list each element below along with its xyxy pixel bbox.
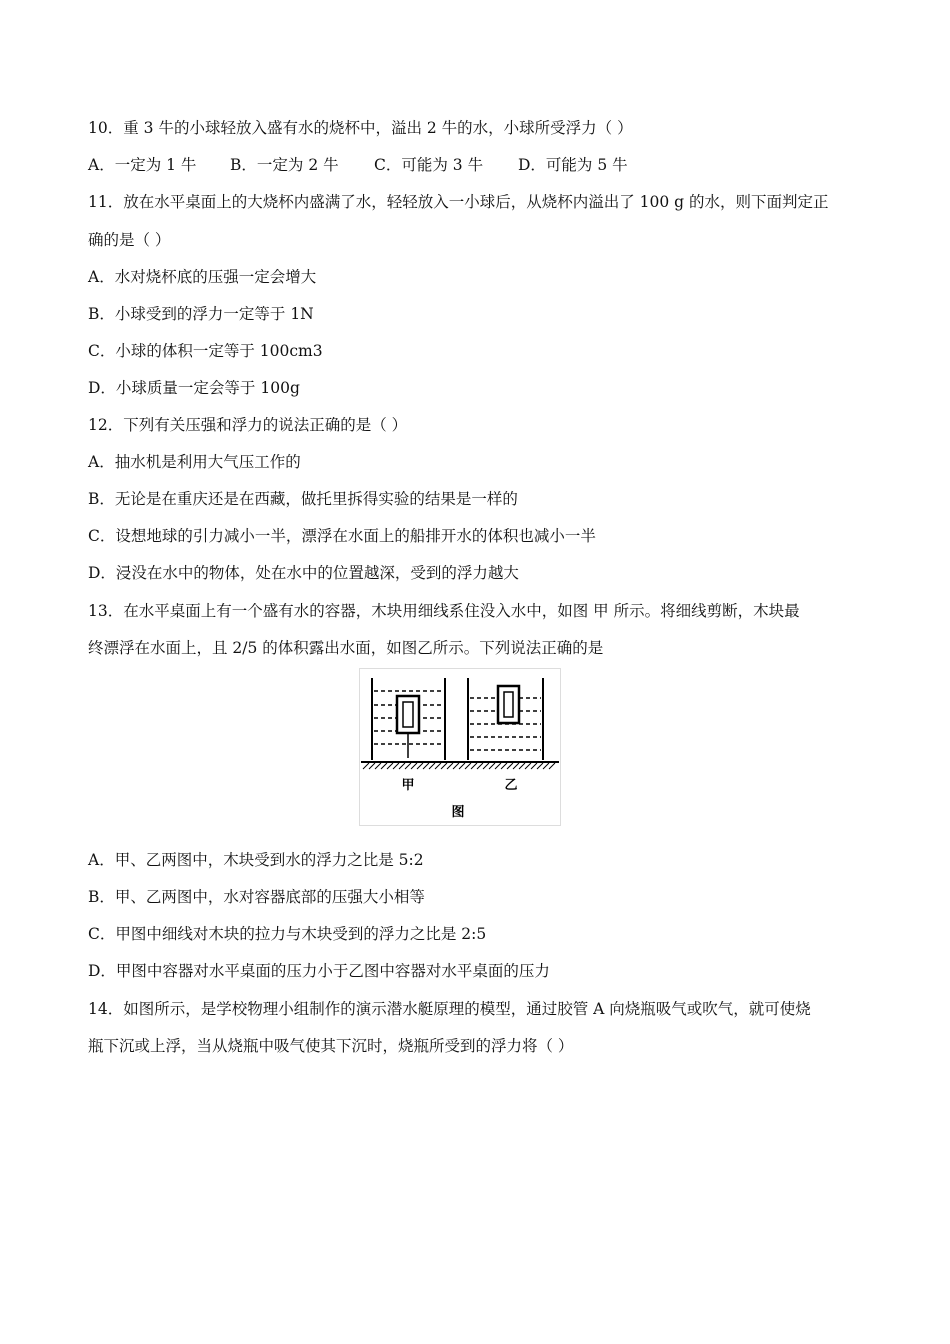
- q13-stem-line2: 终漂浮在水面上，且 2/5 的体积露出水面，如图乙所示。下列说法正确的是: [88, 639, 604, 657]
- q11-option-b: B．小球受到的浮力一定等于 1N: [88, 305, 314, 323]
- q10-stem: 10．重 3 牛的小球轻放入盛有水的烧杯中，溢出 2 牛的水，小球所受浮力（ ）: [88, 119, 633, 137]
- q12-option-c: C．设想地球的引力减小一半，漂浮在水面上的船排开水的体积也减小一半: [88, 527, 596, 545]
- q12-option-d: D．浸没在水中的物体，处在水中的位置越深，受到的浮力越大: [88, 564, 519, 582]
- figure-caption: 图: [451, 805, 465, 820]
- q10-option-a: A．一定为 1 牛: [88, 156, 197, 174]
- q14-stem-line2: 瓶下沉或上浮，当从烧瓶中吸气使其下沉时，烧瓶所受到的浮力将（ ）: [88, 1037, 574, 1055]
- q10-option-b: B．一定为 2 牛: [230, 156, 339, 174]
- q13-option-a: A．甲、乙两图中，木块受到水的浮力之比是 5:2: [88, 851, 424, 869]
- q12-option-a: A．抽水机是利用大气压工作的: [88, 453, 301, 471]
- label-jia: 甲: [401, 778, 415, 793]
- q10-option-c: C．可能为 3 牛: [374, 156, 484, 174]
- q13-figure: [359, 668, 561, 826]
- q13-option-b: B．甲、乙两图中，水对容器底部的压强大小相等: [88, 888, 425, 906]
- q13-stem-line1: 13．在水平桌面上有一个盛有水的容器，木块用细线系住没入水中，如图 甲 所示。将细线剪断，木块最: [88, 602, 800, 620]
- q10-options: [88, 155, 628, 175]
- q12-option-b: B．无论是在重庆还是在西藏，做托里拆得实验的结果是一样的: [88, 490, 518, 508]
- q10-option-d: D．可能为 5 牛: [518, 156, 628, 174]
- q14-stem-line1: 14．如图所示，是学校物理小组制作的演示潜水艇原理的模型，通过胶管 A 向烧瓶吸气或吹气，就可使烧: [88, 1000, 811, 1018]
- label-yi: 乙: [504, 778, 518, 793]
- q13-option-d: D．甲图中容器对水平桌面的压力小于乙图中容器对水平桌面的压力: [88, 962, 550, 980]
- q11-stem-line2: 确的是（ ）: [88, 231, 171, 249]
- q11-option-d: D．小球质量一定会等于 100g: [88, 379, 300, 397]
- container-diagram: [359, 668, 561, 826]
- q13-option-c: C．甲图中细线对木块的拉力与木块受到的浮力之比是 2:5: [88, 925, 487, 943]
- q11-option-a: A．水对烧杯底的压强一定会增大: [88, 268, 317, 286]
- q12-stem: 12．下列有关压强和浮力的说法正确的是（ ）: [88, 416, 408, 434]
- q11-stem-line1: 11．放在水平桌面上的大烧杯内盛满了水，轻轻放入一小球后，从烧杯内溢出了 100 g 的水，则下面判定正: [88, 193, 829, 211]
- q11-option-c: C．小球的体积一定等于 100cm3: [88, 342, 323, 360]
